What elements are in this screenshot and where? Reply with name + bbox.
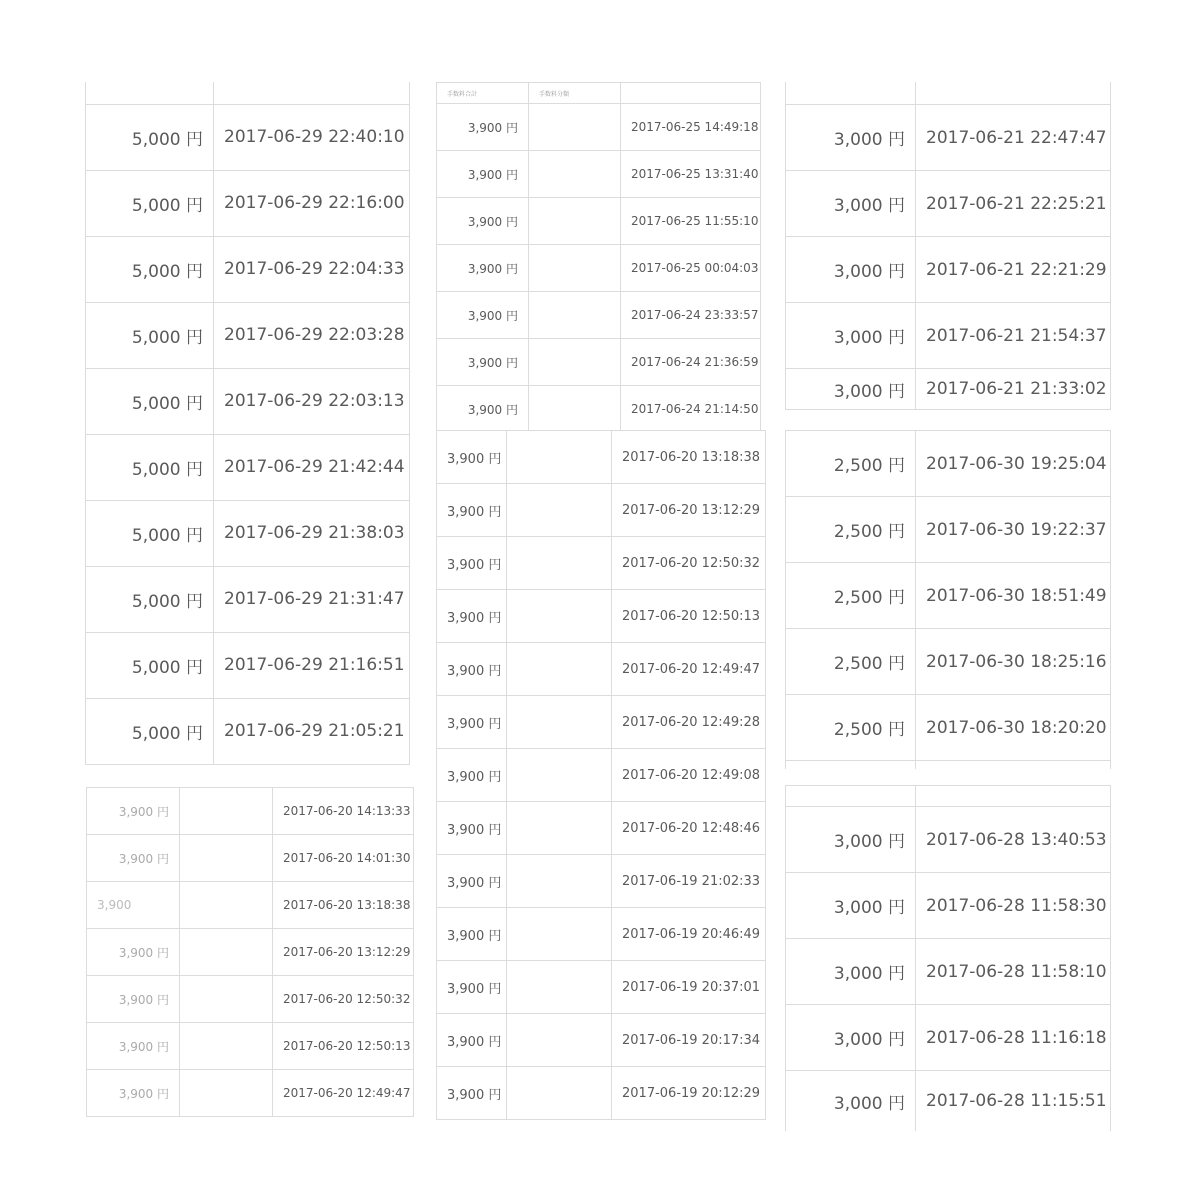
datetime-cell: 2017-06-20 13:12:29 bbox=[612, 484, 766, 537]
table-row bbox=[86, 170, 410, 236]
amount-cell: 3,900 円 bbox=[87, 929, 180, 976]
table-row bbox=[437, 802, 766, 855]
amount-cell: 3,000 円 bbox=[786, 171, 916, 237]
amount-cell: 3,900 円 bbox=[87, 976, 180, 1023]
amount-cell: 3,900 円 bbox=[437, 749, 507, 802]
amount-cell: 5,000 円 bbox=[86, 500, 214, 566]
datetime-cell: 2017-06-30 18:25:16 bbox=[916, 629, 1111, 695]
datetime-cell: 2017-06-20 13:18:38 bbox=[273, 882, 414, 929]
commission-table bbox=[436, 430, 766, 1120]
amount-cell: 3,900 円 bbox=[87, 788, 180, 835]
datetime-cell: 2017-06-25 14:49:18 bbox=[621, 104, 761, 151]
table-row bbox=[86, 632, 410, 698]
amount-cell: 3,900 円 bbox=[87, 1023, 180, 1070]
datetime-cell: 2017-06-19 21:02:33 bbox=[612, 855, 766, 908]
amount-cell: 2,500 円 bbox=[786, 431, 916, 497]
commission-table bbox=[785, 82, 1111, 410]
datetime-cell: 2017-06-20 14:13:33 bbox=[273, 788, 414, 835]
header-cell: 手数料合計 bbox=[437, 83, 529, 104]
table-header-row bbox=[86, 82, 410, 104]
table-row bbox=[437, 198, 761, 245]
amount-cell: 3,900 円 bbox=[437, 537, 507, 590]
amount-cell: 3,900 円 bbox=[437, 1067, 507, 1120]
amount-cell: 2,500 円 bbox=[786, 695, 916, 761]
datetime-cell: 2017-06-30 19:22:37 bbox=[916, 497, 1111, 563]
table-row bbox=[786, 807, 1111, 873]
amount-cell: 5,000 円 bbox=[86, 566, 214, 632]
datetime-cell: 2017-06-19 20:12:29 bbox=[612, 1067, 766, 1120]
amount-cell: 3,900 円 bbox=[437, 643, 507, 696]
amount-cell: 3,900 円 bbox=[437, 198, 529, 245]
table-row bbox=[86, 236, 410, 302]
amount-cell: 3,000 円 bbox=[786, 237, 916, 303]
table-row bbox=[786, 303, 1111, 369]
table-row bbox=[786, 369, 1111, 410]
amount-cell: 3,900 円 bbox=[437, 431, 507, 484]
datetime-cell: 2017-06-28 11:16:18 bbox=[916, 1005, 1111, 1071]
datetime-cell: 2017-06-29 21:31:47 bbox=[214, 566, 410, 632]
datetime-cell: 2017-06-30 19:25:04 bbox=[916, 431, 1111, 497]
table-body bbox=[786, 786, 1111, 1132]
datetime-cell: 2017-06-20 12:50:32 bbox=[273, 976, 414, 1023]
amount-cell: 3,000 円 bbox=[786, 1071, 916, 1132]
datetime-cell: 2017-06-19 20:37:01 bbox=[612, 961, 766, 1014]
table-row bbox=[87, 1070, 414, 1117]
table-row bbox=[437, 749, 766, 802]
amount-cell: 3,900 円 bbox=[437, 339, 529, 386]
table-row bbox=[786, 105, 1111, 171]
table-row bbox=[786, 431, 1111, 497]
amount-cell: 3,900 円 bbox=[437, 961, 507, 1014]
amount-cell: 3,900 円 bbox=[437, 245, 529, 292]
datetime-cell: 2017-06-29 21:38:03 bbox=[214, 500, 410, 566]
datetime-cell: 2017-06-24 21:14:50 bbox=[621, 386, 761, 433]
datetime-cell: 2017-06-29 22:40:10 bbox=[214, 104, 410, 170]
amount-cell: 5,000 円 bbox=[86, 698, 214, 764]
amount-cell: 3,900 円 bbox=[437, 855, 507, 908]
datetime-cell: 2017-06-29 21:05:21 bbox=[214, 698, 410, 764]
table-row bbox=[437, 245, 761, 292]
datetime-cell: 2017-06-20 12:50:13 bbox=[273, 1023, 414, 1070]
table-row bbox=[86, 104, 410, 170]
table-row bbox=[86, 368, 410, 434]
table-row bbox=[786, 939, 1111, 1005]
amount-cell: 3,000 円 bbox=[786, 873, 916, 939]
datetime-cell: 2017-06-19 20:46:49 bbox=[612, 908, 766, 961]
table-body bbox=[87, 788, 414, 1117]
datetime-cell: 2017-06-21 22:47:47 bbox=[916, 105, 1111, 171]
table-row bbox=[437, 104, 761, 151]
amount-cell: 5,000 円 bbox=[86, 170, 214, 236]
amount-cell: 5,000 円 bbox=[86, 236, 214, 302]
amount-cell: 3,900 円 bbox=[437, 590, 507, 643]
amount-cell: 3,900 円 bbox=[437, 908, 507, 961]
table-row bbox=[87, 929, 414, 976]
table-header-row bbox=[786, 82, 1111, 105]
datetime-cell: 2017-06-19 20:17:34 bbox=[612, 1014, 766, 1067]
amount-cell: 5,000 円 bbox=[86, 632, 214, 698]
datetime-cell: 2017-06-20 12:50:13 bbox=[612, 590, 766, 643]
panel-left-top bbox=[85, 82, 410, 765]
table-row bbox=[786, 695, 1111, 761]
table-row bbox=[86, 302, 410, 368]
panel-mid-top bbox=[436, 82, 761, 433]
amount-cell: 3,000 円 bbox=[786, 1005, 916, 1071]
table-row bbox=[786, 1005, 1111, 1071]
datetime-cell: 2017-06-30 18:20:20 bbox=[916, 695, 1111, 761]
commission-table bbox=[85, 82, 410, 765]
table-row bbox=[437, 908, 766, 961]
amount-cell: 3,900 bbox=[87, 882, 180, 929]
datetime-cell: 2017-06-20 12:49:47 bbox=[612, 643, 766, 696]
table-row bbox=[437, 151, 761, 198]
amount-cell: 2,500 円 bbox=[786, 629, 916, 695]
amount-cell: 3,000 円 bbox=[786, 939, 916, 1005]
datetime-cell: 2017-06-28 11:58:30 bbox=[916, 873, 1111, 939]
amount-cell: 5,000 円 bbox=[86, 434, 214, 500]
datetime-cell: 2017-06-20 13:18:38 bbox=[612, 431, 766, 484]
table-row bbox=[87, 976, 414, 1023]
table-row bbox=[786, 873, 1111, 939]
table-row bbox=[437, 484, 766, 537]
table-row bbox=[786, 629, 1111, 695]
datetime-cell: 2017-06-25 00:04:03 bbox=[621, 245, 761, 292]
datetime-cell: 2017-06-20 12:49:47 bbox=[273, 1070, 414, 1117]
datetime-cell: 2017-06-20 12:50:32 bbox=[612, 537, 766, 590]
datetime-cell: 2017-06-21 22:25:21 bbox=[916, 171, 1111, 237]
table-row bbox=[437, 590, 766, 643]
table-row bbox=[437, 537, 766, 590]
datetime-cell: 2017-06-28 13:40:53 bbox=[916, 807, 1111, 873]
amount-cell: 3,900 円 bbox=[437, 151, 529, 198]
amount-cell: 3,000 円 bbox=[786, 303, 916, 369]
datetime-cell: 2017-06-29 21:42:44 bbox=[214, 434, 410, 500]
datetime-cell: 2017-06-24 23:33:57 bbox=[621, 292, 761, 339]
commission-table bbox=[86, 787, 414, 1117]
table-row bbox=[786, 171, 1111, 237]
table-row bbox=[86, 434, 410, 500]
panel-mid-bottom bbox=[436, 430, 766, 1120]
table-row bbox=[86, 500, 410, 566]
datetime-cell: 2017-06-21 21:33:02 bbox=[916, 369, 1111, 410]
table-body bbox=[86, 82, 410, 764]
amount-cell: 3,900 円 bbox=[437, 386, 529, 433]
commission-table bbox=[785, 785, 1111, 1131]
amount-cell: 3,000 円 bbox=[786, 369, 916, 410]
datetime-cell: 2017-06-30 18:51:49 bbox=[916, 563, 1111, 629]
table-row bbox=[786, 497, 1111, 563]
table-row bbox=[86, 698, 410, 764]
table-row bbox=[786, 563, 1111, 629]
table-row bbox=[437, 1014, 766, 1067]
table-row bbox=[437, 431, 766, 484]
datetime-cell: 2017-06-29 22:03:28 bbox=[214, 302, 410, 368]
datetime-cell: 2017-06-20 12:49:28 bbox=[612, 696, 766, 749]
datetime-cell: 2017-06-24 21:36:59 bbox=[621, 339, 761, 386]
table-row bbox=[437, 339, 761, 386]
commission-table bbox=[436, 82, 761, 433]
table-row bbox=[437, 386, 761, 433]
datetime-cell: 2017-06-20 12:49:08 bbox=[612, 749, 766, 802]
datetime-cell: 2017-06-20 13:12:29 bbox=[273, 929, 414, 976]
table-row bbox=[437, 855, 766, 908]
table-body bbox=[786, 82, 1111, 410]
table-body bbox=[437, 431, 766, 1120]
amount-cell: 2,500 円 bbox=[786, 497, 916, 563]
table-row bbox=[786, 761, 1111, 770]
datetime-cell: 2017-06-29 22:04:33 bbox=[214, 236, 410, 302]
table-row bbox=[87, 835, 414, 882]
amount-cell: 2,500 円 bbox=[786, 563, 916, 629]
table-row bbox=[437, 961, 766, 1014]
amount-cell: 3,900 円 bbox=[437, 484, 507, 537]
datetime-cell: 2017-06-21 22:21:29 bbox=[916, 237, 1111, 303]
datetime-cell: 2017-06-25 11:55:10 bbox=[621, 198, 761, 245]
amount-cell: 3,900 円 bbox=[87, 835, 180, 882]
table-row bbox=[87, 1023, 414, 1070]
panel-right-bottom bbox=[785, 785, 1111, 1131]
datetime-cell: 2017-06-20 12:48:46 bbox=[612, 802, 766, 855]
commission-table bbox=[785, 430, 1111, 769]
table-body bbox=[786, 431, 1111, 770]
table-row bbox=[437, 1067, 766, 1120]
datetime-cell: 2017-06-29 22:16:00 bbox=[214, 170, 410, 236]
amount-cell: 3,900 円 bbox=[437, 1014, 507, 1067]
amount-cell: 3,000 円 bbox=[786, 807, 916, 873]
datetime-cell: 2017-06-28 11:58:10 bbox=[916, 939, 1111, 1005]
table-header-row bbox=[437, 83, 761, 104]
table-row bbox=[87, 788, 414, 835]
table-row bbox=[786, 1071, 1111, 1132]
amount-cell: 3,900 円 bbox=[87, 1070, 180, 1117]
panel-right-mid bbox=[785, 430, 1111, 769]
datetime-cell: 2017-06-29 22:03:13 bbox=[214, 368, 410, 434]
table-row bbox=[437, 643, 766, 696]
table-body bbox=[437, 83, 761, 433]
datetime-cell: 2017-06-29 21:16:51 bbox=[214, 632, 410, 698]
amount-cell: 5,000 円 bbox=[86, 368, 214, 434]
panel-right-top bbox=[785, 82, 1111, 410]
datetime-cell: 2017-06-20 14:01:30 bbox=[273, 835, 414, 882]
table-row bbox=[87, 882, 414, 929]
amount-cell: 3,900 円 bbox=[437, 696, 507, 749]
table-row bbox=[786, 237, 1111, 303]
datetime-cell: 2017-06-25 13:31:40 bbox=[621, 151, 761, 198]
datetime-cell: 2017-06-28 11:15:51 bbox=[916, 1071, 1111, 1132]
panel-left-bottom bbox=[86, 787, 414, 1117]
datetime-cell: 2017-06-21 21:54:37 bbox=[916, 303, 1111, 369]
amount-cell: 3,900 円 bbox=[437, 802, 507, 855]
table-row bbox=[437, 696, 766, 749]
table-row bbox=[86, 566, 410, 632]
amount-cell: 3,000 円 bbox=[786, 105, 916, 171]
amount-cell: 3,900 円 bbox=[437, 104, 529, 151]
table-row bbox=[437, 292, 761, 339]
amount-cell: 5,000 円 bbox=[86, 302, 214, 368]
table-header-row bbox=[786, 786, 1111, 807]
amount-cell: 3,900 円 bbox=[437, 292, 529, 339]
header-cell: 手数料分類 bbox=[529, 83, 621, 104]
amount-cell: 5,000 円 bbox=[86, 104, 214, 170]
